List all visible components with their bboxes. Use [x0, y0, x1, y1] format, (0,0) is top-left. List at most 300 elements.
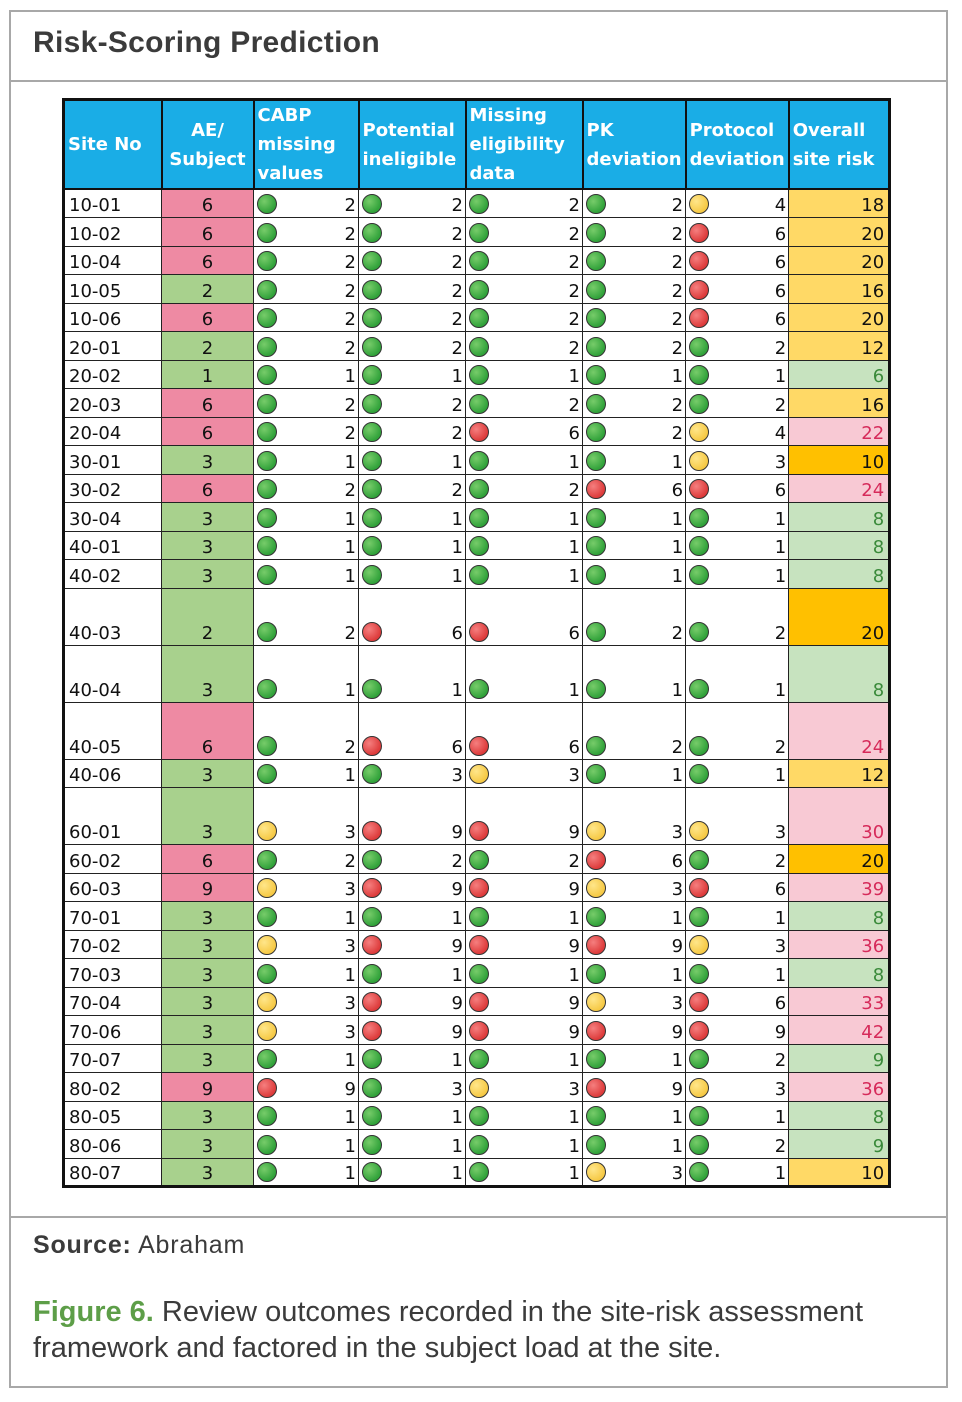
site-no-cell: 30-01: [64, 446, 162, 475]
ae-subject-cell: 3: [162, 560, 254, 589]
green-status-dot-icon: [469, 907, 489, 927]
green-status-dot-icon: [586, 565, 606, 585]
missing-eligibility-value: 1: [568, 565, 580, 587]
potential-ineligible-cell: [359, 1016, 466, 1045]
red-status-dot-icon: [469, 1021, 489, 1041]
yellow-status-dot-icon: [257, 878, 277, 898]
red-status-dot-icon: [469, 422, 489, 442]
overall-risk-cell: 20: [789, 218, 890, 247]
green-status-dot-icon: [362, 251, 382, 271]
cabp-missing-value: 1: [344, 565, 356, 587]
overall-risk-cell: 18: [789, 189, 890, 218]
green-status-dot-icon: [689, 508, 709, 528]
potential-ineligible-value: 2: [451, 252, 463, 273]
protocol-deviation-value: 2: [774, 394, 787, 416]
green-status-dot-icon: [469, 565, 489, 585]
ae-subject-cell: 2: [162, 588, 254, 645]
protocol-deviation-cell: [686, 645, 789, 702]
pk-deviation-cell: [583, 360, 686, 389]
protocol-deviation-value: 1: [774, 366, 787, 387]
potential-ineligible-value: 3: [451, 765, 463, 786]
missing-eligibility-value: 9: [568, 993, 580, 1014]
potential-ineligible-cell: [359, 588, 466, 645]
yellow-status-dot-icon: [586, 878, 606, 898]
cabp-missing-cell: [254, 417, 359, 446]
protocol-deviation-cell: [686, 360, 789, 389]
protocol-deviation-value: 2: [774, 337, 787, 359]
missing-eligibility-cell: [466, 360, 583, 389]
protocol-deviation-cell: [686, 588, 789, 645]
protocol-deviation-value: 1: [774, 537, 787, 558]
pk-deviation-cell: [583, 531, 686, 560]
missing-eligibility-cell: [466, 531, 583, 560]
missing-eligibility-value: 2: [568, 223, 580, 245]
green-status-dot-icon: [469, 536, 489, 556]
cabp-missing-cell: [254, 503, 359, 532]
pk-deviation-value: 3: [671, 822, 684, 843]
missing-eligibility-cell: [466, 645, 583, 702]
potential-ineligible-value: 1: [451, 451, 463, 473]
potential-ineligible-value: 1: [451, 565, 463, 587]
potential-ineligible-cell: [359, 531, 466, 560]
red-status-dot-icon: [469, 622, 489, 642]
green-status-dot-icon: [257, 764, 277, 784]
table-row: [64, 360, 890, 389]
green-status-dot-icon: [469, 1135, 489, 1155]
missing-eligibility-value: 1: [568, 508, 580, 530]
missing-eligibility-cell: [466, 503, 583, 532]
table-row: [64, 417, 890, 446]
red-status-dot-icon: [362, 622, 382, 642]
pk-deviation-cell: [583, 389, 686, 418]
potential-ineligible-cell: [359, 332, 466, 361]
missing-eligibility-value: 6: [568, 423, 580, 444]
overall-risk-cell: 8: [789, 645, 890, 702]
missing-eligibility-cell: [466, 218, 583, 247]
missing-eligibility-cell: [466, 1016, 583, 1045]
source-panel: [9, 1216, 948, 1276]
overall-risk-cell: 30: [789, 788, 890, 845]
source-label: Source:: [33, 1231, 132, 1259]
green-status-dot-icon: [586, 394, 606, 414]
green-status-dot-icon: [689, 907, 709, 927]
green-status-dot-icon: [362, 536, 382, 556]
red-status-dot-icon: [469, 736, 489, 756]
missing-eligibility-cell: [466, 560, 583, 589]
site-no-cell: 10-02: [64, 218, 162, 247]
green-status-dot-icon: [257, 422, 277, 442]
cabp-missing-cell: [254, 759, 359, 788]
cabp-missing-cell: [254, 531, 359, 560]
green-status-dot-icon: [469, 1049, 489, 1069]
pk-deviation-value: 6: [671, 480, 684, 501]
red-status-dot-icon: [689, 223, 709, 243]
potential-ineligible-cell: [359, 1073, 466, 1102]
red-status-dot-icon: [469, 992, 489, 1012]
pk-deviation-value: 1: [671, 508, 684, 530]
green-status-dot-icon: [469, 251, 489, 271]
header-site-no: Site No: [64, 100, 162, 190]
missing-eligibility-value: 9: [568, 1021, 580, 1043]
green-status-dot-icon: [689, 1162, 709, 1182]
red-status-dot-icon: [689, 280, 709, 300]
yellow-status-dot-icon: [257, 821, 277, 841]
source-line: [33, 1231, 245, 1260]
green-status-dot-icon: [257, 251, 277, 271]
ae-subject-cell: 3: [162, 902, 254, 931]
table-row: [64, 588, 890, 645]
missing-eligibility-value: 1: [568, 679, 580, 701]
cabp-missing-cell: [254, 1158, 359, 1187]
cabp-missing-value: 3: [344, 879, 356, 900]
pk-deviation-cell: [583, 1130, 686, 1159]
missing-eligibility-value: 1: [568, 1050, 580, 1071]
site-no-cell: 70-02: [64, 930, 162, 959]
missing-eligibility-cell: [466, 873, 583, 902]
protocol-deviation-cell: [686, 503, 789, 532]
green-status-dot-icon: [586, 223, 606, 243]
site-no-cell: 70-03: [64, 959, 162, 988]
pk-deviation-value: 2: [671, 252, 684, 273]
pk-deviation-value: 3: [671, 879, 684, 900]
cabp-missing-cell: [254, 360, 359, 389]
green-status-dot-icon: [257, 907, 277, 927]
cabp-missing-cell: [254, 1016, 359, 1045]
green-status-dot-icon: [257, 1106, 277, 1126]
pk-deviation-cell: [583, 902, 686, 931]
caption-panel: [9, 1274, 948, 1388]
cabp-missing-cell: [254, 560, 359, 589]
potential-ineligible-value: 2: [451, 309, 463, 330]
pk-deviation-value: 2: [671, 394, 684, 416]
green-status-dot-icon: [362, 479, 382, 499]
overall-risk-cell: 24: [789, 474, 890, 503]
pk-deviation-value: 2: [671, 423, 684, 444]
potential-ineligible-value: 6: [451, 622, 463, 644]
potential-ineligible-value: 2: [451, 223, 463, 245]
green-status-dot-icon: [689, 1135, 709, 1155]
protocol-deviation-value: 4: [774, 423, 787, 444]
red-status-dot-icon: [689, 479, 709, 499]
green-status-dot-icon: [362, 1162, 382, 1182]
missing-eligibility-value: 9: [568, 936, 580, 957]
green-status-dot-icon: [689, 679, 709, 699]
red-status-dot-icon: [362, 736, 382, 756]
header-protocol-deviation: Protocol deviation: [686, 100, 789, 190]
table-row: [64, 474, 890, 503]
red-status-dot-icon: [362, 1021, 382, 1041]
missing-eligibility-value: 2: [568, 337, 580, 359]
overall-risk-cell: 10: [789, 1158, 890, 1187]
red-status-dot-icon: [469, 935, 489, 955]
ae-subject-cell: 9: [162, 1073, 254, 1102]
overall-risk-cell: 33: [789, 987, 890, 1016]
green-status-dot-icon: [586, 508, 606, 528]
cabp-missing-cell: [254, 389, 359, 418]
red-status-dot-icon: [586, 479, 606, 499]
potential-ineligible-cell: [359, 930, 466, 959]
red-status-dot-icon: [689, 878, 709, 898]
green-status-dot-icon: [257, 223, 277, 243]
cabp-missing-cell: [254, 446, 359, 475]
yellow-status-dot-icon: [689, 422, 709, 442]
potential-ineligible-value: 2: [451, 480, 463, 501]
green-status-dot-icon: [257, 679, 277, 699]
protocol-deviation-cell: [686, 788, 789, 845]
ae-subject-cell: 2: [162, 275, 254, 304]
green-status-dot-icon: [469, 394, 489, 414]
missing-eligibility-cell: [466, 902, 583, 931]
green-status-dot-icon: [689, 622, 709, 642]
cabp-missing-cell: [254, 987, 359, 1016]
green-status-dot-icon: [586, 451, 606, 471]
ae-subject-cell: 3: [162, 759, 254, 788]
ae-subject-cell: 3: [162, 987, 254, 1016]
green-status-dot-icon: [689, 536, 709, 556]
cabp-missing-cell: [254, 702, 359, 759]
site-no-cell: 40-06: [64, 759, 162, 788]
table-row: [64, 645, 890, 702]
missing-eligibility-value: 2: [568, 195, 580, 216]
potential-ineligible-value: 1: [451, 907, 463, 929]
potential-ineligible-value: 1: [451, 964, 463, 986]
yellow-status-dot-icon: [689, 194, 709, 214]
missing-eligibility-cell: [466, 246, 583, 275]
green-status-dot-icon: [362, 679, 382, 699]
green-status-dot-icon: [586, 736, 606, 756]
missing-eligibility-cell: [466, 1073, 583, 1102]
pk-deviation-value: 3: [671, 993, 684, 1014]
green-status-dot-icon: [362, 194, 382, 214]
protocol-deviation-value: 3: [774, 1078, 787, 1100]
ae-subject-cell: 3: [162, 1044, 254, 1073]
pk-deviation-cell: [583, 303, 686, 332]
site-no-cell: 30-04: [64, 503, 162, 532]
potential-ineligible-cell: [359, 702, 466, 759]
potential-ineligible-value: 3: [451, 1078, 463, 1100]
protocol-deviation-value: 1: [774, 508, 787, 530]
green-status-dot-icon: [362, 394, 382, 414]
pk-deviation-cell: [583, 246, 686, 275]
cabp-missing-cell: [254, 1101, 359, 1130]
red-status-dot-icon: [469, 821, 489, 841]
cabp-missing-value: 1: [344, 765, 356, 786]
protocol-deviation-cell: [686, 474, 789, 503]
green-status-dot-icon: [469, 508, 489, 528]
missing-eligibility-cell: [466, 189, 583, 218]
yellow-status-dot-icon: [257, 1021, 277, 1041]
overall-risk-cell: 12: [789, 759, 890, 788]
overall-risk-cell: 8: [789, 560, 890, 589]
red-status-dot-icon: [257, 1078, 277, 1098]
green-status-dot-icon: [469, 479, 489, 499]
pk-deviation-cell: [583, 1101, 686, 1130]
missing-eligibility-value: 1: [568, 537, 580, 558]
green-status-dot-icon: [469, 679, 489, 699]
green-status-dot-icon: [586, 764, 606, 784]
table-row: [64, 702, 890, 759]
overall-risk-cell: 20: [789, 588, 890, 645]
table-row: [64, 303, 890, 332]
potential-ineligible-value: 9: [451, 993, 463, 1014]
potential-ineligible-cell: [359, 275, 466, 304]
header-overall-risk: Overall site risk: [789, 100, 890, 190]
pk-deviation-value: 6: [671, 850, 684, 872]
header-ae-subject: AE/ Subject: [162, 100, 254, 190]
green-status-dot-icon: [586, 251, 606, 271]
red-status-dot-icon: [689, 308, 709, 328]
cabp-missing-cell: [254, 1073, 359, 1102]
title-panel: [9, 10, 948, 82]
red-status-dot-icon: [586, 1021, 606, 1041]
red-status-dot-icon: [689, 992, 709, 1012]
header-potential-ineligible: Potential ineligible: [359, 100, 466, 190]
ae-subject-cell: 3: [162, 1158, 254, 1187]
missing-eligibility-cell: [466, 417, 583, 446]
potential-ineligible-value: 9: [451, 879, 463, 900]
green-status-dot-icon: [257, 736, 277, 756]
ae-subject-cell: 6: [162, 845, 254, 874]
potential-ineligible-cell: [359, 189, 466, 218]
protocol-deviation-value: 6: [774, 223, 787, 245]
missing-eligibility-value: 2: [568, 252, 580, 273]
cabp-missing-value: 1: [344, 451, 356, 473]
site-no-cell: 30-02: [64, 474, 162, 503]
protocol-deviation-cell: [686, 873, 789, 902]
site-no-cell: 60-01: [64, 788, 162, 845]
potential-ineligible-cell: [359, 503, 466, 532]
ae-subject-cell: 6: [162, 246, 254, 275]
green-status-dot-icon: [257, 194, 277, 214]
potential-ineligible-value: 2: [451, 280, 463, 302]
missing-eligibility-value: 1: [568, 907, 580, 929]
green-status-dot-icon: [586, 194, 606, 214]
cabp-missing-value: 1: [344, 1050, 356, 1071]
table-row: [64, 446, 890, 475]
red-status-dot-icon: [362, 821, 382, 841]
missing-eligibility-value: 3: [568, 1078, 580, 1100]
table-row: [64, 560, 890, 589]
green-status-dot-icon: [586, 1106, 606, 1126]
protocol-deviation-value: 6: [774, 280, 787, 302]
table-row: [64, 389, 890, 418]
missing-eligibility-cell: [466, 845, 583, 874]
green-status-dot-icon: [469, 280, 489, 300]
green-status-dot-icon: [469, 1162, 489, 1182]
pk-deviation-value: 9: [671, 936, 684, 957]
protocol-deviation-cell: [686, 303, 789, 332]
pk-deviation-value: 2: [671, 195, 684, 216]
green-status-dot-icon: [586, 308, 606, 328]
overall-risk-cell: 8: [789, 902, 890, 931]
cabp-missing-value: 1: [344, 366, 356, 387]
pk-deviation-value: 1: [671, 537, 684, 558]
cabp-missing-value: 1: [344, 679, 356, 701]
pk-deviation-cell: [583, 474, 686, 503]
table-row: [64, 218, 890, 247]
pk-deviation-cell: [583, 560, 686, 589]
protocol-deviation-cell: [686, 930, 789, 959]
pk-deviation-cell: [583, 275, 686, 304]
protocol-deviation-cell: [686, 702, 789, 759]
figure-caption: [33, 1294, 933, 1366]
pk-deviation-cell: [583, 1044, 686, 1073]
protocol-deviation-cell: [686, 1130, 789, 1159]
protocol-deviation-value: 6: [774, 309, 787, 330]
cabp-missing-cell: [254, 1130, 359, 1159]
ae-subject-cell: 3: [162, 645, 254, 702]
overall-risk-cell: 22: [789, 417, 890, 446]
cabp-missing-cell: [254, 1044, 359, 1073]
table-row: [64, 531, 890, 560]
missing-eligibility-cell: [466, 987, 583, 1016]
pk-deviation-cell: [583, 845, 686, 874]
ae-subject-cell: 3: [162, 531, 254, 560]
pk-deviation-value: 1: [671, 679, 684, 701]
potential-ineligible-cell: [359, 360, 466, 389]
site-no-cell: 80-05: [64, 1101, 162, 1130]
site-no-cell: 60-02: [64, 845, 162, 874]
green-status-dot-icon: [586, 422, 606, 442]
green-status-dot-icon: [689, 394, 709, 414]
missing-eligibility-cell: [466, 1130, 583, 1159]
red-status-dot-icon: [362, 992, 382, 1012]
potential-ineligible-value: 9: [451, 936, 463, 957]
figure-label: Figure 6.: [33, 1296, 154, 1328]
ae-subject-cell: 1: [162, 360, 254, 389]
overall-risk-cell: 20: [789, 303, 890, 332]
pk-deviation-value: 2: [671, 309, 684, 330]
green-status-dot-icon: [257, 622, 277, 642]
green-status-dot-icon: [362, 337, 382, 357]
protocol-deviation-cell: [686, 446, 789, 475]
red-status-dot-icon: [586, 850, 606, 870]
pk-deviation-cell: [583, 759, 686, 788]
site-no-cell: 40-02: [64, 560, 162, 589]
red-status-dot-icon: [586, 935, 606, 955]
cabp-missing-value: 1: [344, 907, 356, 929]
cabp-missing-value: 3: [344, 936, 356, 957]
pk-deviation-cell: [583, 873, 686, 902]
green-status-dot-icon: [469, 850, 489, 870]
red-status-dot-icon: [689, 251, 709, 271]
pk-deviation-value: 2: [671, 337, 684, 359]
site-no-cell: 10-05: [64, 275, 162, 304]
table-row: [64, 332, 890, 361]
missing-eligibility-value: 2: [568, 850, 580, 872]
green-status-dot-icon: [689, 1049, 709, 1069]
table-row: [64, 902, 890, 931]
table-body: [64, 189, 890, 1187]
green-status-dot-icon: [257, 479, 277, 499]
missing-eligibility-value: 1: [568, 451, 580, 473]
ae-subject-cell: 6: [162, 189, 254, 218]
missing-eligibility-cell: [466, 474, 583, 503]
protocol-deviation-value: 6: [774, 879, 787, 900]
red-status-dot-icon: [586, 1078, 606, 1098]
potential-ineligible-cell: [359, 645, 466, 702]
potential-ineligible-cell: [359, 218, 466, 247]
header-missing-eligibility: Missing eligibility data: [466, 100, 583, 190]
green-status-dot-icon: [257, 964, 277, 984]
potential-ineligible-value: 2: [451, 850, 463, 872]
protocol-deviation-value: 2: [774, 1135, 787, 1157]
site-no-cell: 70-06: [64, 1016, 162, 1045]
table-row: [64, 873, 890, 902]
green-status-dot-icon: [362, 508, 382, 528]
cabp-missing-cell: [254, 788, 359, 845]
protocol-deviation-value: 4: [774, 195, 787, 216]
